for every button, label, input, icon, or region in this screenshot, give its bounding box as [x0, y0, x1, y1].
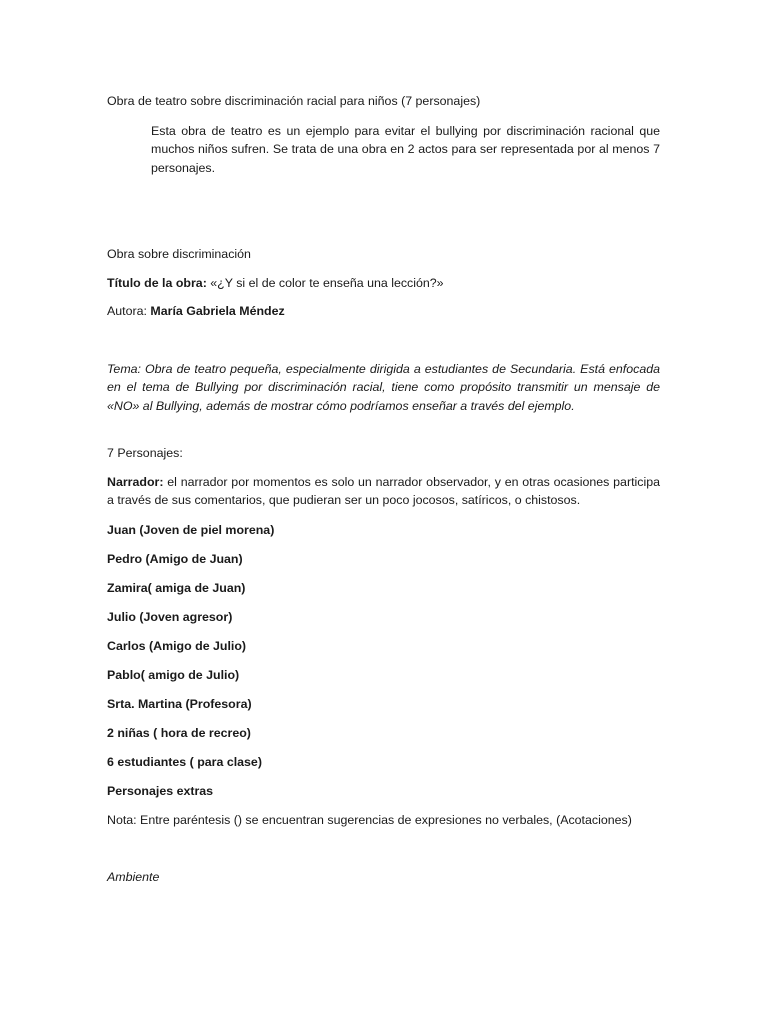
character-item: Carlos (Amigo de Julio)	[107, 638, 247, 653]
section-title: Obra sobre discriminación	[107, 247, 251, 261]
intro-paragraph: Esta obra de teatro es un ejemplo para evitar el bullying por discriminación racional que muchos niños sufren. Se trata de una obra en 2 actos para ser representada por al menos 7 personajes.	[151, 123, 660, 175]
narrator-label: Narrador:	[107, 474, 164, 489]
document-page	[107, 92, 660, 887]
character-item: Julio (Joven agresor)	[107, 609, 233, 624]
author-line	[107, 302, 660, 321]
character-item: Pedro (Amigo de Juan)	[107, 551, 243, 566]
document-heading: Obra de teatro sobre discriminación racial para niños (7 personajes)	[107, 94, 481, 108]
character-item: 2 niñas ( hora de recreo)	[107, 725, 251, 740]
ambient-heading: Ambiente	[107, 870, 160, 884]
character-item: 6 estudiantes ( para clase)	[107, 754, 262, 769]
theme-paragraph: Tema: Obra de teatro pequeña, especialmente dirigida a estudiantes de Secundaria. Está enfocada en el tema de Bullying por discriminación racial, tiene como propósito transmitir un mensaje de «NO» al Bullying, además de mostrar cómo podríamos enseñar a través del ejemplo.	[107, 361, 660, 413]
work-title-label: Título de la obra:	[107, 275, 207, 290]
character-item: Pablo( amigo de Julio)	[107, 667, 240, 682]
author-name: María Gabriela Méndez	[150, 304, 285, 318]
character-item: Juan (Joven de piel morena)	[107, 522, 275, 537]
work-title-value: «¿Y si el de color te enseña una lección?»	[210, 275, 444, 290]
character-item: Zamira( amiga de Juan)	[107, 580, 246, 595]
character-item: Personajes extras	[107, 783, 214, 798]
character-item: Srta. Martina (Profesora)	[107, 696, 252, 711]
author-label: Autora:	[107, 304, 147, 318]
characters-heading: 7 Personajes:	[107, 446, 183, 460]
note-paragraph: Nota: Entre paréntesis () se encuentran sugerencias de expresiones no verbales, (Acotaciones)	[107, 812, 632, 827]
work-title-line	[107, 274, 660, 293]
narrator-paragraph	[107, 473, 660, 510]
narrator-text: el narrador por momentos es solo un narrador observador, y en otras ocasiones participa a través de sus comentarios, que pudieran ser un poco jocosos, satíricos, o chistosos.	[107, 474, 660, 507]
